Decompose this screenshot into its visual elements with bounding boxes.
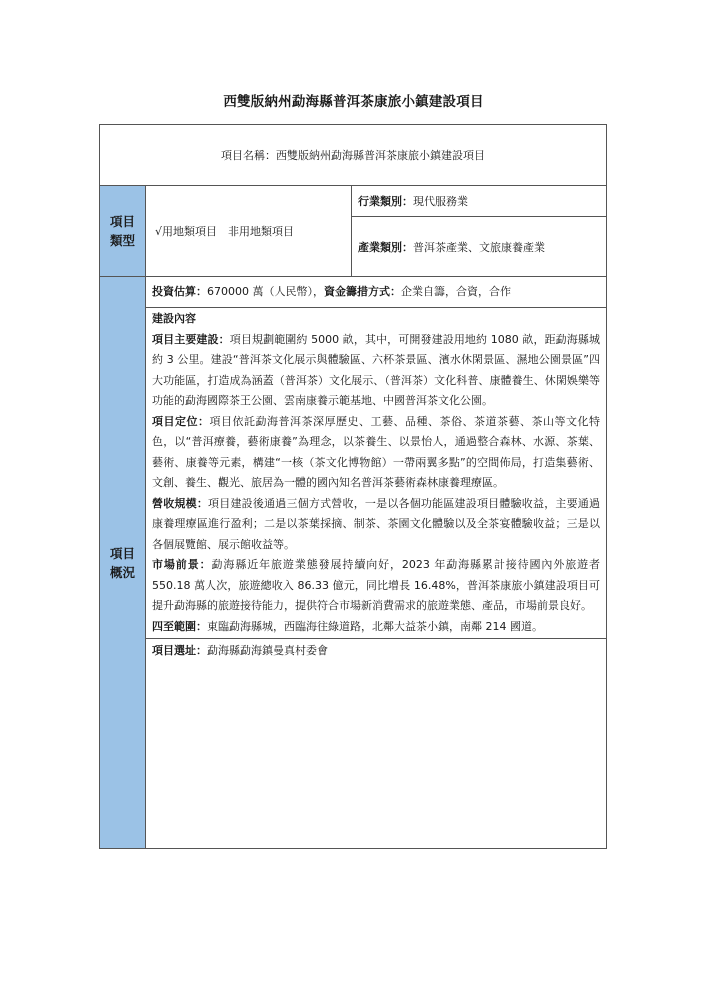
- project-name-label: 項目名稱：: [221, 149, 276, 162]
- revenue-label: 營收規模：: [152, 496, 209, 510]
- overview-side-label-line1: 項目: [109, 545, 135, 561]
- project-type-side-label-line1: 項目: [109, 214, 135, 229]
- investment-label: 投資估算：: [152, 285, 207, 298]
- overview-side-label: [100, 277, 146, 849]
- project-site-label: 項目選址：: [152, 644, 207, 657]
- market-text: 勐海縣近年旅遊業態發展持續向好，2023 年勐海縣累計接待國內外旅遊者 550.18 萬人次，旅遊總收入 86.33 億元，同比增長 16.48%，普洱茶康旅小鎮建設項目可提升勐海縣的旅遊接待能力，提供符合市場新消費需求的旅遊業態、產品，市場前景良好。: [152, 558, 601, 612]
- project-site-cell: [146, 639, 607, 849]
- project-form-table: [99, 124, 607, 849]
- sector-category-cell: [352, 217, 607, 277]
- industry-category-label: 行業類別：: [358, 195, 413, 208]
- boundary-label: 四至範圍：: [152, 619, 207, 633]
- positioning-text: 項目依託勐海普洱茶深厚歷史、工藝、品種、茶俗、茶道茶藝、茶山等文化特色，以“普洱療養，藝術康養”為理念，以茶養生、以景怡人，通過整合森林、水源、茶葉、藝術、康養等元素，構建“一核（茶文化博物館）一帶兩翼多點”的空間佈局，打造集藝術、文創、養生、觀光、旅居為一體的國內知名普洱茶藝術森林康養理療區。: [152, 414, 601, 489]
- investment-row: [100, 277, 607, 308]
- investment-value: 670000 萬（人民幣），: [207, 285, 324, 298]
- project-type-side-label-line2: 類型: [109, 233, 135, 248]
- industry-category-value: 現代服務業: [413, 195, 468, 208]
- sector-category-label: 產業類別：: [358, 240, 413, 254]
- project-name-row: [100, 125, 607, 186]
- positioning-label: 項目定位：: [152, 414, 210, 428]
- industry-category-cell: [352, 186, 607, 217]
- boundary-paragraph: [152, 617, 600, 638]
- document-title: 西雙版納州勐海縣普洱茶康旅小鎮建設項目: [223, 94, 484, 110]
- overview-side-label-line2: 概況: [109, 564, 135, 580]
- revenue-text: 項目建設後通過三個方式營收，一是以各個功能區建設項目體驗收益，主要通過康養理療區進行盈利；二是以茶葉採摘、制茶、茶園文化體驗以及全茶宴體驗收益；三是以各個展覽館、展示館收益等。: [152, 496, 601, 551]
- main-construction-text: 項目規劃範圍約 5000 畝，其中，可開發建設用地約 1080 畝，距勐海縣城約 3 公里。建設“普洱茶文化展示與體驗區、六杯茶景區、濱水休閑景區、濕地公園景區”四大功能區，打造成為涵蓋（普洱茶）文化展示、（普洱茶）文化科普、康體養生、休閑娛樂等功能的勐海國際茶王公園、雲南康養示範基地、中國普洱茶文化公園。: [152, 332, 601, 407]
- sector-category-value: 普洱茶產業、文旅康養產業: [413, 240, 545, 254]
- project-name-cell: [100, 125, 607, 186]
- site-row: [100, 639, 607, 849]
- main-construction-paragraph: [152, 330, 600, 412]
- funding-label: 資金籌措方式：: [324, 285, 401, 298]
- positioning-paragraph: [152, 412, 600, 494]
- content-row: [100, 308, 607, 639]
- funding-value: 企業自籌，合資，合作: [401, 285, 511, 298]
- investment-cell: [146, 277, 607, 308]
- market-label: 市場前景：: [152, 558, 212, 571]
- construction-content-cell: [146, 308, 607, 639]
- project-name-value: 西雙版納州勐海縣普洱茶康旅小鎮建設項目: [276, 149, 485, 162]
- market-paragraph: [152, 555, 600, 617]
- project-site-value: 勐海縣勐海鎮曼真村委會: [207, 644, 328, 657]
- boundary-text: 東臨勐海縣城，西臨海往綠道路，北鄰大益茶小鎮，南鄰 214 國道。: [207, 619, 543, 633]
- project-type-side-label: [100, 186, 146, 277]
- construction-content-heading: 建設內容: [152, 312, 196, 325]
- main-construction-label: 項目主要建設：: [152, 332, 230, 346]
- project-type-row-1: [100, 186, 607, 217]
- revenue-paragraph: [152, 494, 600, 556]
- land-usage-cell: √用地類項目 非用地類項目: [146, 186, 352, 277]
